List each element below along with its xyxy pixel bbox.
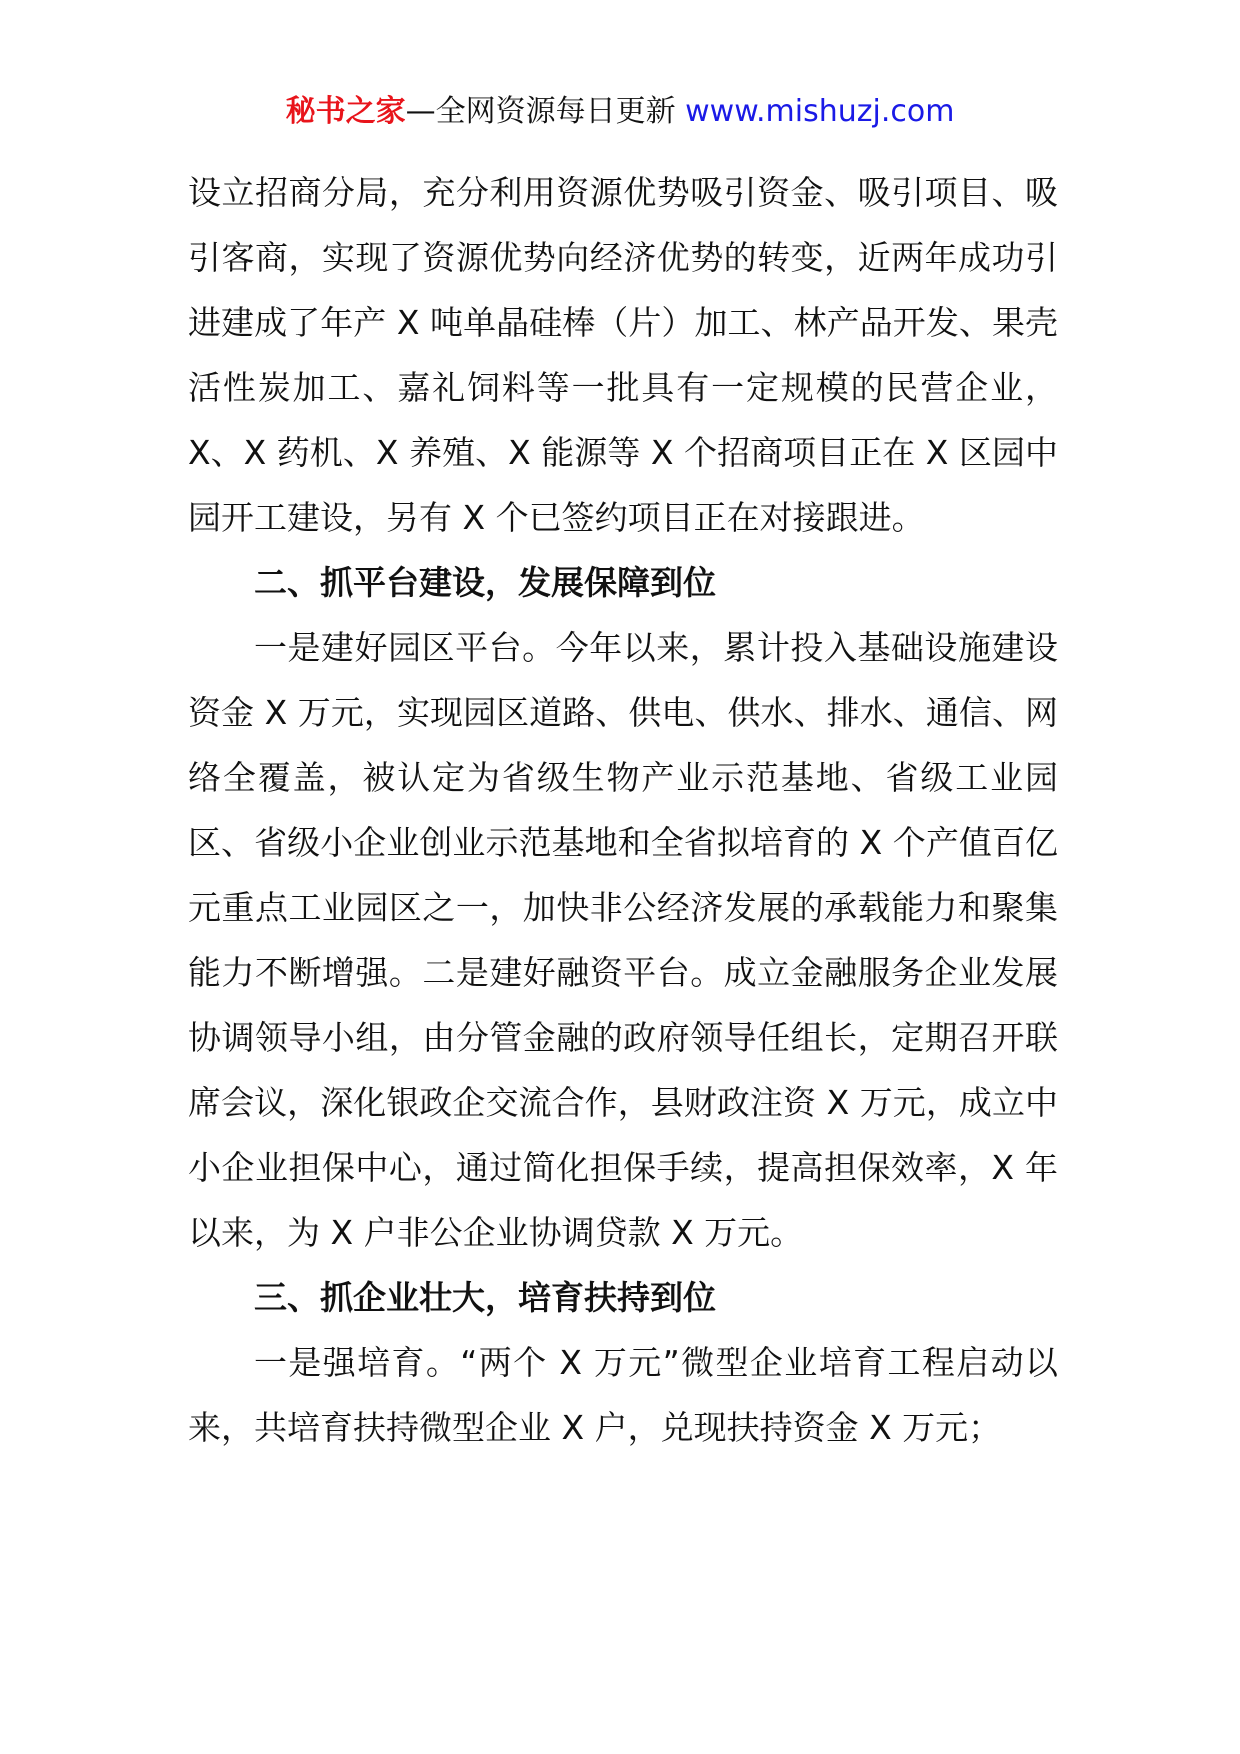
site-header: [0, 92, 1240, 132]
paragraph-enterprise: 一是强培育。“两个 X 万元”微型企业培育工程启动以来，共培育扶持微型企业 X 户，兑现扶持资金 X 万元；: [188, 1343, 1058, 1447]
section-heading-enterprise: 三、抓企业壮大，培育扶持到位: [254, 1278, 716, 1317]
section-heading-platform: 二、抓平台建设，发展保障到位: [254, 563, 716, 602]
paragraph-investment: 设立招商分局，充分利用资源优势吸引资金、吸引项目、吸引客商，实现了资源优势向经济优势的转变，近两年成功引进建成了年产 X 吨单晶硅棒（片）加工、林产品开发、果壳活性炭加工、嘉礼饲料等一批具有一定规模的民营企业，X、X 药机、X 养殖、X 能源等 X 个招商项目正在 X 区园中园开工建设，另有 X 个已签约项目正在对接跟进。: [188, 173, 1058, 537]
site-url-link[interactable]: www.mishuzj.com: [685, 94, 955, 129]
site-tagline: —全网资源每日更新: [405, 94, 676, 129]
site-brand: 秘书之家: [285, 94, 406, 129]
document-body: [188, 160, 1058, 1460]
paragraph-platform: 一是建好园区平台。今年以来，累计投入基础设施建设资金 X 万元，实现园区道路、供电、供水、排水、通信、网络全覆盖，被认定为省级生物产业示范基地、省级工业园区、省级小企业创业示范基地和全省拟培育的 X 个产值百亿元重点工业园区之一，加快非公经济发展的承载能力和聚集能力不断增强。二是建好融资平台。成立金融服务企业发展协调领导小组，由分管金融的政府领导任组长，定期召开联席会议，深化银政企交流合作，县财政注资 X 万元，成立中小企业担保中心，通过简化担保手续，提高担保效率，X 年以来，为 X 户非公企业协调贷款 X 万元。: [188, 628, 1058, 1252]
